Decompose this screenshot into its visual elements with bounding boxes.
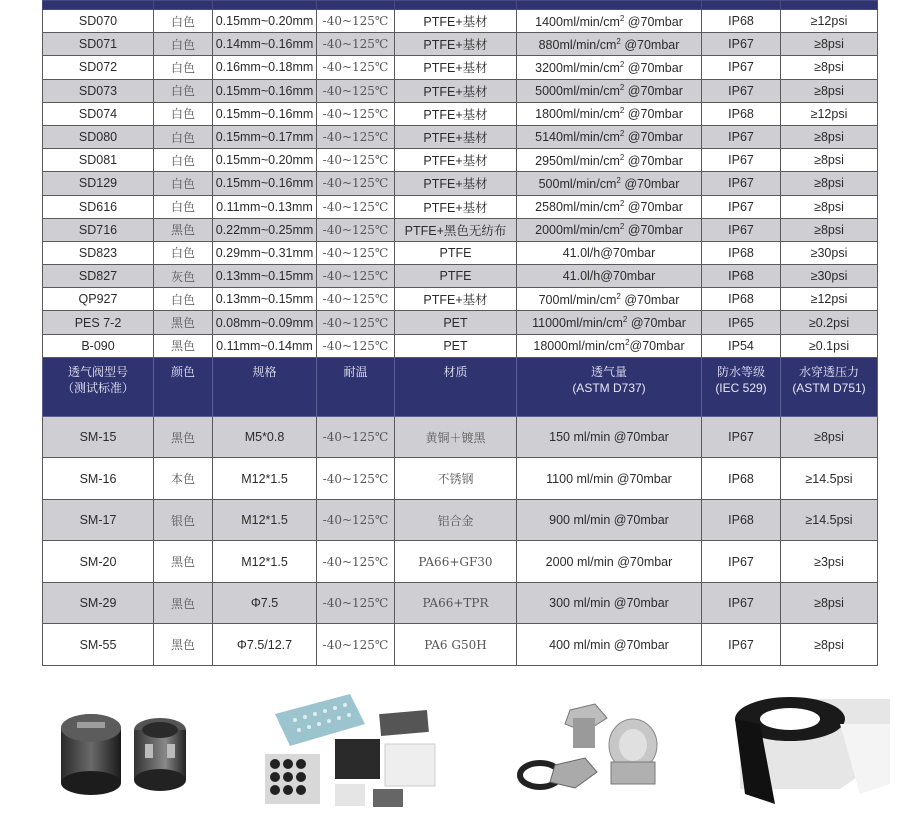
valve-color-cell: 黑色 <box>154 624 213 666</box>
airflow-cell <box>517 149 702 172</box>
membrane-row <box>43 102 878 125</box>
color-cell: 白色 <box>154 10 213 33</box>
valve-model-cell: SM-17 <box>43 499 154 541</box>
pressure-cell: ≥8psi <box>781 149 878 172</box>
ip-rating-cell: IP67 <box>702 33 781 56</box>
valve-material-cell: 不锈钢 <box>395 458 517 500</box>
valve-material-cell: 黄铜＋镀黑 <box>395 416 517 458</box>
airflow-value: 18000ml/min/cm <box>533 339 626 354</box>
airflow-value: 1800ml/min/cm <box>535 107 620 122</box>
valve-color-cell: 银色 <box>154 499 213 541</box>
airflow-condition: @70mbar <box>620 37 680 52</box>
valve-material-cell: PA66+GF30 <box>395 541 517 583</box>
model-cell: SD073 <box>43 79 154 102</box>
valve-ip-cell: IP68 <box>702 458 781 500</box>
airflow-value: 2000ml/min/cm <box>535 223 620 238</box>
material-cell: PTFE+基材 <box>395 33 517 56</box>
model-cell: SD616 <box>43 195 154 218</box>
thickness-cell: 0.15mm~0.20mm <box>213 149 317 172</box>
airflow-unit-sup: 2 <box>619 59 625 69</box>
valve-row <box>43 541 878 583</box>
ip-rating-cell: IP65 <box>702 311 781 334</box>
membrane-row <box>43 288 878 311</box>
color-cell: 灰色 <box>154 265 213 288</box>
thickness-cell: 0.22mm~0.25mm <box>213 218 317 241</box>
ip-rating-cell: IP68 <box>702 288 781 311</box>
header-airflow-label: 透气量 <box>590 364 627 379</box>
airflow-condition: @70mbar <box>624 61 683 76</box>
airflow-unit-sup: 2 <box>625 338 630 348</box>
valve-ip-cell: IP67 <box>702 624 781 666</box>
header-model <box>43 357 154 416</box>
valve-color-cell: 黑色 <box>154 582 213 624</box>
material-cell: PTFE+基材 <box>395 149 517 172</box>
temperature-cell: -40~125℃ <box>317 311 395 334</box>
valve-row <box>43 458 878 500</box>
airflow-value: 3200ml/min/cm <box>535 61 620 76</box>
valve-airflow-cell: 1100 ml/min @70mbar <box>517 458 702 500</box>
pressure-cell: ≥30psi <box>781 241 878 264</box>
membrane-row <box>43 265 878 288</box>
valve-spec-cell: M12*1.5 <box>213 499 317 541</box>
valve-material-cell: PA6 G50H <box>395 624 517 666</box>
model-cell: SD129 <box>43 172 154 195</box>
metal-plug-photo <box>515 690 665 805</box>
thickness-cell: 0.14mm~0.16mm <box>213 33 317 56</box>
header-temp-label: 耐温 <box>343 364 368 379</box>
thickness-cell: 0.08mm~0.09mm <box>213 311 317 334</box>
thickness-cell: 0.16mm~0.18mm <box>213 56 317 79</box>
valve-row <box>43 499 878 541</box>
ip-rating-cell: IP68 <box>702 265 781 288</box>
valve-model-cell: SM-16 <box>43 458 154 500</box>
membrane-row <box>43 149 878 172</box>
airflow-condition: @70mbar <box>624 223 683 238</box>
pressure-cell: ≥0.1psi <box>781 334 878 357</box>
header-ip-sub: (IEC 529) <box>715 380 767 395</box>
airflow-value: 500ml/min/cm <box>538 176 617 191</box>
ip-rating-cell: IP67 <box>702 79 781 102</box>
material-cell: PTFE+基材 <box>395 102 517 125</box>
valve-temperature-cell: -40~125℃ <box>317 416 395 458</box>
airflow-value: 2580ml/min/cm <box>535 200 620 215</box>
thickness-cell: 0.29mm~0.31mm <box>213 241 317 264</box>
valve-pressure-cell: ≥8psi <box>781 416 878 458</box>
ip-rating-cell: IP67 <box>702 56 781 79</box>
airflow-unit-sup: 2 <box>622 314 628 324</box>
airflow-condition: @70mbar <box>620 176 680 191</box>
color-cell: 黑色 <box>154 311 213 334</box>
color-cell: 白色 <box>154 195 213 218</box>
header-color <box>154 357 213 416</box>
pressure-cell: ≥8psi <box>781 125 878 148</box>
airflow-value: 2950ml/min/cm <box>535 153 620 168</box>
airflow-cell <box>517 334 702 357</box>
airflow-value: 1400ml/min/cm <box>535 14 620 29</box>
header-model-label: 透气阀型号 <box>67 364 128 379</box>
airflow-cell <box>517 102 702 125</box>
header-pressure-label: 水穿透压力 <box>798 364 859 379</box>
thickness-cell: 0.11mm~0.13mm <box>213 195 317 218</box>
vent-cap-photo <box>55 700 190 815</box>
header-airflow-sub: (ASTM D737) <box>572 380 646 395</box>
model-cell: SD823 <box>43 241 154 264</box>
airflow-value: 11000ml/min/cm <box>532 316 623 331</box>
model-cell: SD072 <box>43 56 154 79</box>
pressure-cell: ≥12psi <box>781 288 878 311</box>
temperature-cell: -40~125℃ <box>317 79 395 102</box>
membrane-row <box>43 218 878 241</box>
valve-model-cell: SM-29 <box>43 582 154 624</box>
pressure-cell: ≥12psi <box>781 10 878 33</box>
valve-ip-cell: IP67 <box>702 541 781 583</box>
valve-ip-cell: IP68 <box>702 499 781 541</box>
airflow-condition: @70mbar <box>629 339 685 354</box>
valve-airflow-cell: 400 ml/min @70mbar <box>517 624 702 666</box>
valve-spec-cell: M12*1.5 <box>213 541 317 583</box>
airflow-condition: @70mbar <box>624 14 683 29</box>
material-cell: PTFE <box>395 265 517 288</box>
airflow-unit-sup: 2 <box>616 175 621 185</box>
model-cell: SD070 <box>43 10 154 33</box>
model-cell: B-090 <box>43 334 154 357</box>
material-cell: PTFE+黑色无纺布 <box>395 218 517 241</box>
color-cell: 白色 <box>154 172 213 195</box>
ip-rating-cell: IP67 <box>702 172 781 195</box>
airflow-cell <box>517 265 702 288</box>
thickness-cell: 0.13mm~0.15mm <box>213 288 317 311</box>
pressure-cell: ≥8psi <box>781 172 878 195</box>
airflow-unit-sup: 2 <box>616 36 621 46</box>
tape-roll-photo <box>720 694 890 814</box>
header-material-label: 材质 <box>443 364 468 379</box>
color-cell: 白色 <box>154 149 213 172</box>
header-pressure-sub: (ASTM D751) <box>792 380 866 395</box>
membrane-row <box>43 33 878 56</box>
airflow-value: 5000ml/min/cm <box>535 84 620 99</box>
thickness-cell: 0.15mm~0.16mm <box>213 102 317 125</box>
spec-table-body <box>43 1 878 666</box>
temperature-cell: -40~125℃ <box>317 218 395 241</box>
color-cell: 黑色 <box>154 334 213 357</box>
valve-spec-cell: Φ7.5/12.7 <box>213 624 317 666</box>
valve-material-cell: PA66+TPR <box>395 582 517 624</box>
valve-airflow-cell: 900 ml/min @70mbar <box>517 499 702 541</box>
valve-model-cell: SM-55 <box>43 624 154 666</box>
airflow-unit-sup: 2 <box>619 222 625 232</box>
thickness-cell: 0.15mm~0.20mm <box>213 10 317 33</box>
temperature-cell: -40~125℃ <box>317 172 395 195</box>
airflow-unit-sup: 2 <box>619 199 625 209</box>
valve-temperature-cell: -40~125℃ <box>317 458 395 500</box>
header-ip <box>702 357 781 416</box>
temperature-cell: -40~125℃ <box>317 102 395 125</box>
membrane-row <box>43 56 878 79</box>
color-cell: 白色 <box>154 79 213 102</box>
membrane-row <box>43 334 878 357</box>
valve-airflow-cell: 150 ml/min @70mbar <box>517 416 702 458</box>
membrane-row <box>43 125 878 148</box>
valve-spec-cell: M5*0.8 <box>213 416 317 458</box>
membrane-row <box>43 79 878 102</box>
airflow-cell <box>517 288 702 311</box>
valve-airflow-cell: 2000 ml/min @70mbar <box>517 541 702 583</box>
pressure-cell: ≥8psi <box>781 33 878 56</box>
valve-pressure-cell: ≥8psi <box>781 624 878 666</box>
valve-pressure-cell: ≥8psi <box>781 582 878 624</box>
product-photos <box>0 672 897 820</box>
temperature-cell: -40~125℃ <box>317 10 395 33</box>
airflow-value: 41.0l/h@70mbar <box>562 245 656 260</box>
airflow-condition: @70mbar <box>624 153 683 168</box>
airflow-cell <box>517 10 702 33</box>
material-cell: PTFE+基材 <box>395 56 517 79</box>
valve-color-cell: 本色 <box>154 458 213 500</box>
material-cell: PET <box>395 334 517 357</box>
material-cell: PTFE+基材 <box>395 195 517 218</box>
pressure-cell: ≥8psi <box>781 195 878 218</box>
temperature-cell: -40~125℃ <box>317 265 395 288</box>
airflow-unit-sup: 2 <box>616 291 621 301</box>
model-cell: SD071 <box>43 33 154 56</box>
table-top-band <box>43 1 878 10</box>
airflow-cell <box>517 56 702 79</box>
valve-temperature-cell: -40~125℃ <box>317 541 395 583</box>
color-cell: 白色 <box>154 33 213 56</box>
color-cell: 黑色 <box>154 218 213 241</box>
valve-pressure-cell: ≥14.5psi <box>781 499 878 541</box>
material-cell: PTFE+基材 <box>395 172 517 195</box>
valve-temperature-cell: -40~125℃ <box>317 499 395 541</box>
material-cell: PET <box>395 311 517 334</box>
airflow-value: 880ml/min/cm <box>538 37 617 52</box>
header-model-sub: （测试标准） <box>61 380 134 395</box>
model-cell: SD081 <box>43 149 154 172</box>
airflow-value: 700ml/min/cm <box>538 292 617 307</box>
header-color-label: 颜色 <box>170 364 195 379</box>
pressure-cell: ≥12psi <box>781 102 878 125</box>
membrane-row <box>43 172 878 195</box>
material-cell: PTFE+基材 <box>395 79 517 102</box>
material-cell: PTFE+基材 <box>395 288 517 311</box>
valve-airflow-cell: 300 ml/min @70mbar <box>517 582 702 624</box>
valve-row <box>43 582 878 624</box>
ip-rating-cell: IP68 <box>702 102 781 125</box>
header-pressure <box>781 357 878 416</box>
airflow-unit-sup: 2 <box>619 129 625 139</box>
ip-rating-cell: IP54 <box>702 334 781 357</box>
model-cell: SD080 <box>43 125 154 148</box>
valve-row <box>43 416 878 458</box>
color-cell: 白色 <box>154 102 213 125</box>
membrane-row <box>43 10 878 33</box>
valve-pressure-cell: ≥14.5psi <box>781 458 878 500</box>
color-cell: 白色 <box>154 125 213 148</box>
airflow-unit-sup: 2 <box>619 83 625 93</box>
thickness-cell: 0.15mm~0.17mm <box>213 125 317 148</box>
pressure-cell: ≥8psi <box>781 56 878 79</box>
airflow-condition: @70mbar <box>624 200 683 215</box>
thickness-cell: 0.11mm~0.14mm <box>213 334 317 357</box>
membrane-row <box>43 311 878 334</box>
spec-table <box>42 0 878 666</box>
valve-spec-cell: M12*1.5 <box>213 458 317 500</box>
airflow-unit-sup: 2 <box>619 13 625 23</box>
temperature-cell: -40~125℃ <box>317 125 395 148</box>
model-cell: SD827 <box>43 265 154 288</box>
valve-ip-cell: IP67 <box>702 582 781 624</box>
temperature-cell: -40~125℃ <box>317 241 395 264</box>
temperature-cell: -40~125℃ <box>317 149 395 172</box>
valve-header-row <box>43 357 878 416</box>
model-cell: PES 7-2 <box>43 311 154 334</box>
pressure-cell: ≥8psi <box>781 218 878 241</box>
pressure-cell: ≥0.2psi <box>781 311 878 334</box>
valve-spec-cell: Φ7.5 <box>213 582 317 624</box>
valve-temperature-cell: -40~125℃ <box>317 582 395 624</box>
material-cell: PTFE+基材 <box>395 10 517 33</box>
header-spec <box>213 357 317 416</box>
color-cell: 白色 <box>154 241 213 264</box>
ip-rating-cell: IP68 <box>702 241 781 264</box>
thickness-cell: 0.15mm~0.16mm <box>213 172 317 195</box>
airflow-condition: @70mbar <box>624 107 683 122</box>
airflow-condition: @70mbar <box>624 130 683 145</box>
material-cell: PTFE <box>395 241 517 264</box>
airflow-cell <box>517 172 702 195</box>
airflow-value: 41.0l/h@70mbar <box>562 269 656 284</box>
header-airflow <box>517 357 702 416</box>
header-material <box>395 357 517 416</box>
header-temp <box>317 357 395 416</box>
model-cell: SD074 <box>43 102 154 125</box>
thickness-cell: 0.15mm~0.16mm <box>213 79 317 102</box>
temperature-cell: -40~125℃ <box>317 56 395 79</box>
membrane-row <box>43 241 878 264</box>
airflow-unit-sup: 2 <box>619 152 625 162</box>
airflow-condition: @70mbar <box>620 292 680 307</box>
pressure-cell: ≥30psi <box>781 265 878 288</box>
model-cell: QP927 <box>43 288 154 311</box>
membrane-row <box>43 195 878 218</box>
membrane-sheets-photo <box>255 684 455 814</box>
valve-color-cell: 黑色 <box>154 416 213 458</box>
ip-rating-cell: IP68 <box>702 10 781 33</box>
pressure-cell: ≥8psi <box>781 79 878 102</box>
airflow-cell <box>517 125 702 148</box>
ip-rating-cell: IP67 <box>702 125 781 148</box>
color-cell: 白色 <box>154 288 213 311</box>
airflow-cell <box>517 311 702 334</box>
color-cell: 白色 <box>154 56 213 79</box>
temperature-cell: -40~125℃ <box>317 195 395 218</box>
airflow-cell <box>517 195 702 218</box>
valve-model-cell: SM-15 <box>43 416 154 458</box>
airflow-unit-sup: 2 <box>619 106 625 116</box>
airflow-cell <box>517 79 702 102</box>
valve-color-cell: 黑色 <box>154 541 213 583</box>
valve-row <box>43 624 878 666</box>
temperature-cell: -40~125℃ <box>317 33 395 56</box>
temperature-cell: -40~125℃ <box>317 288 395 311</box>
ip-rating-cell: IP67 <box>702 149 781 172</box>
valve-temperature-cell: -40~125℃ <box>317 624 395 666</box>
material-cell: PTFE+基材 <box>395 125 517 148</box>
thickness-cell: 0.13mm~0.15mm <box>213 265 317 288</box>
airflow-value: 5140ml/min/cm <box>535 130 620 145</box>
header-spec-label: 规格 <box>252 364 277 379</box>
valve-ip-cell: IP67 <box>702 416 781 458</box>
airflow-cell <box>517 33 702 56</box>
header-ip-label: 防水等级 <box>716 364 765 379</box>
airflow-cell <box>517 218 702 241</box>
airflow-condition: @70mbar <box>627 316 686 331</box>
airflow-cell <box>517 241 702 264</box>
valve-pressure-cell: ≥3psi <box>781 541 878 583</box>
valve-material-cell: 铝合金 <box>395 499 517 541</box>
ip-rating-cell: IP67 <box>702 195 781 218</box>
valve-model-cell: SM-20 <box>43 541 154 583</box>
temperature-cell: -40~125℃ <box>317 334 395 357</box>
model-cell: SD716 <box>43 218 154 241</box>
airflow-condition: @70mbar <box>624 84 683 99</box>
ip-rating-cell: IP67 <box>702 218 781 241</box>
